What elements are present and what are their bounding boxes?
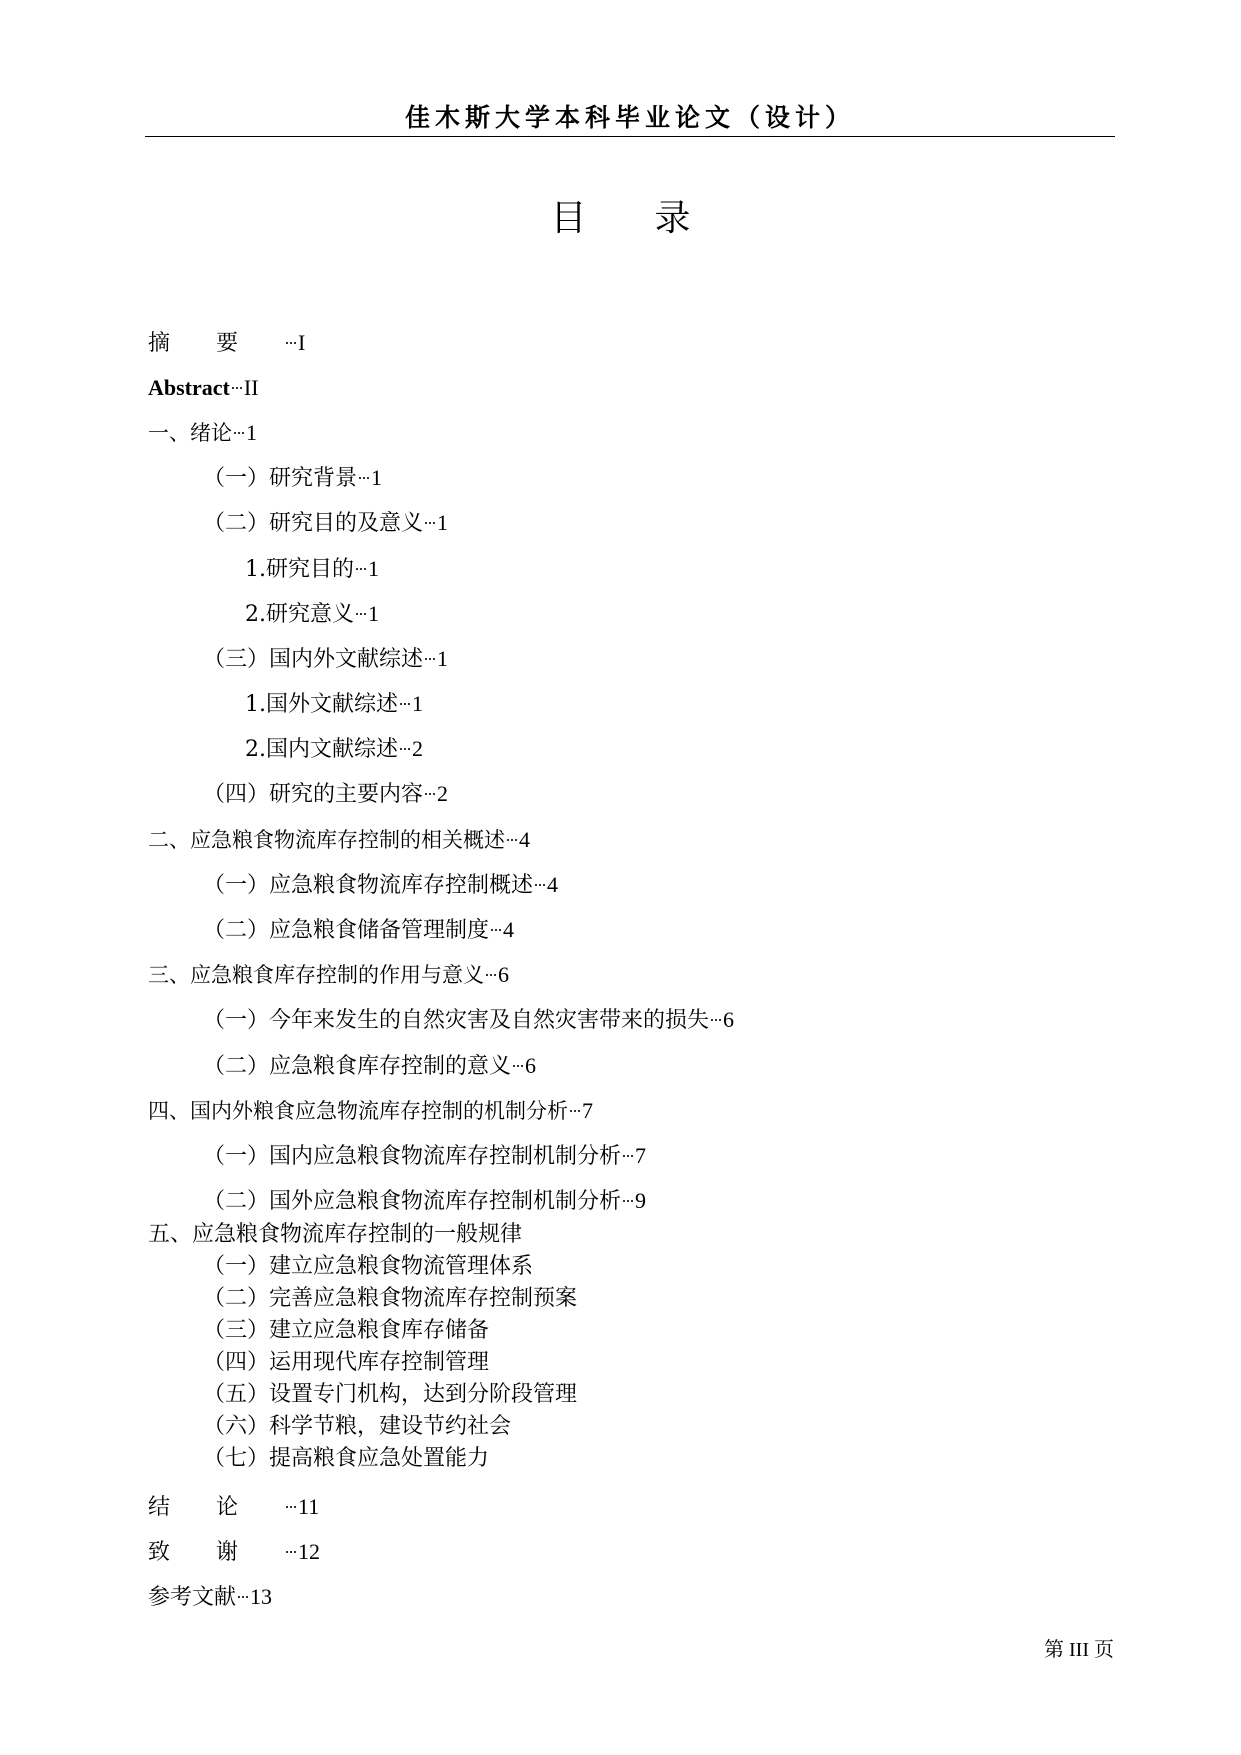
toc-entry-label: 二、应急粮食物流库存控制的相关概述 (148, 828, 505, 852)
toc-entry-page: 2 (412, 736, 423, 761)
toc-entry-label: 一、绪论 (148, 421, 232, 445)
toc-entry-page: 7 (635, 1143, 647, 1168)
dot-leader (513, 1065, 523, 1067)
dot-leader (425, 793, 435, 795)
toc-entry-label: （三）国内外文献综述 (203, 647, 424, 672)
dot-leader (359, 477, 369, 479)
dot-leader (238, 1596, 248, 1598)
dot-leader (425, 522, 435, 524)
toc-entry-label: （四）研究的主要内容 (203, 782, 424, 807)
dot-leader (356, 568, 366, 570)
toc-entry-5-5[interactable]: （五）设置专门机构，达到分阶段管理 (203, 1382, 578, 1407)
toc-entry-page: 6 (498, 962, 509, 987)
running-header-title: 佳木斯大学本科毕业论文（设计） (404, 103, 855, 132)
toc-entry-page: 12 (298, 1539, 321, 1564)
dot-leader (711, 1019, 721, 1021)
dot-leader (507, 839, 517, 841)
page-number-footer: 第 III 页 (1044, 1639, 1114, 1661)
toc-entry-page: 1 (437, 646, 449, 671)
toc-entry-label: （一）应急粮食物流库存控制概述 (203, 873, 534, 898)
dot-leader (623, 1200, 633, 1202)
toc-entry-page: 7 (582, 1098, 593, 1123)
dot-leader (491, 929, 501, 931)
toc-entry-5-1[interactable]: （一）建立应急粮食物流管理体系 (203, 1254, 534, 1279)
toc-entry-page: 1 (371, 465, 383, 490)
toc-entry-label: （一）研究背景 (203, 466, 358, 491)
toc-entry-label: 三、应急粮食库存控制的作用与意义 (148, 963, 484, 987)
dot-leader (425, 658, 435, 660)
toc-entry-page: 1 (368, 601, 379, 626)
toc-entry-page: 1 (368, 556, 379, 581)
dot-leader (570, 1110, 580, 1112)
dot-leader (535, 884, 545, 886)
toc-entry-page: 1 (437, 510, 449, 535)
dot-leader (486, 974, 496, 976)
toc-entry-label: 1.国外文献综述 (245, 692, 398, 717)
dot-leader (234, 432, 244, 434)
toc-entry-page: 6 (723, 1007, 735, 1032)
toc-entry-label: 2.研究意义 (245, 602, 354, 627)
toc-entry-label: （二）应急粮食储备管理制度 (203, 918, 490, 943)
dot-leader (356, 613, 366, 615)
toc-entry-label: 参考文献 (148, 1585, 237, 1610)
toc-entry-page: 1 (246, 420, 257, 445)
toc-entry-5-3[interactable]: （三）建立应急粮食库存储备 (203, 1318, 490, 1343)
toc-entry-page: 4 (547, 872, 559, 897)
toc-entry-page: 4 (519, 827, 530, 852)
dot-leader (286, 1506, 296, 1508)
toc-entry-page: 9 (635, 1188, 647, 1213)
toc-entry-label: （二）国外应急粮食物流库存控制机制分析 (203, 1189, 622, 1214)
toc-heading-char-1: 目 (550, 198, 587, 239)
toc-entry-page: 6 (525, 1053, 537, 1078)
toc-entry-page: 11 (298, 1494, 320, 1519)
toc-entry-label: 摘要 (148, 331, 285, 356)
toc-entry-label: 致谢 (148, 1540, 285, 1565)
header-rule (145, 136, 1115, 137)
toc-entry-label: （二）应急粮食库存控制的意义 (203, 1054, 512, 1079)
toc-entry-page: 4 (503, 917, 515, 942)
dot-leader (400, 748, 410, 750)
dot-leader (232, 387, 242, 389)
toc-entry-label: 结论 (148, 1495, 285, 1520)
toc-entry-5-7[interactable]: （七）提高粮食应急处置能力 (203, 1446, 490, 1471)
toc-entry-label: （一）国内应急粮食物流库存控制机制分析 (203, 1144, 622, 1169)
toc-entry-ch5[interactable]: 五、应急粮食物流库存控制的一般规律 (148, 1222, 523, 1247)
toc-entry-page: 2 (437, 781, 449, 806)
dot-leader (286, 1551, 296, 1553)
toc-entry-page: I (298, 330, 306, 355)
dot-leader (623, 1155, 633, 1157)
toc-entry-label: （二）研究目的及意义 (203, 511, 424, 536)
toc-entry-page: II (243, 375, 259, 400)
toc-entry-label: 四、国内外粮食应急物流库存控制的机制分析 (148, 1099, 568, 1123)
dot-leader (400, 703, 410, 705)
toc-entry-label: （一）今年来发生的自然灾害及自然灾害带来的损失 (203, 1008, 710, 1033)
toc-entry-page: 13 (250, 1584, 273, 1609)
toc-heading (0, 190, 1241, 241)
toc-entry-page: 1 (412, 691, 423, 716)
dot-leader (286, 342, 296, 344)
toc-entry-label: 1.研究目的 (245, 557, 354, 582)
toc-entry-5-4[interactable]: （四）运用现代库存控制管理 (203, 1350, 490, 1375)
toc-entry-5-2[interactable]: （二）完善应急粮食物流库存控制预案 (203, 1286, 578, 1311)
toc-heading-char-2: 录 (654, 198, 691, 239)
toc-entry-label: 2.国内文献综述 (245, 737, 398, 762)
toc-entry-5-6[interactable]: （六）科学节粮，建设节约社会 (203, 1414, 512, 1439)
toc-entry-label: Abstract (148, 375, 230, 400)
